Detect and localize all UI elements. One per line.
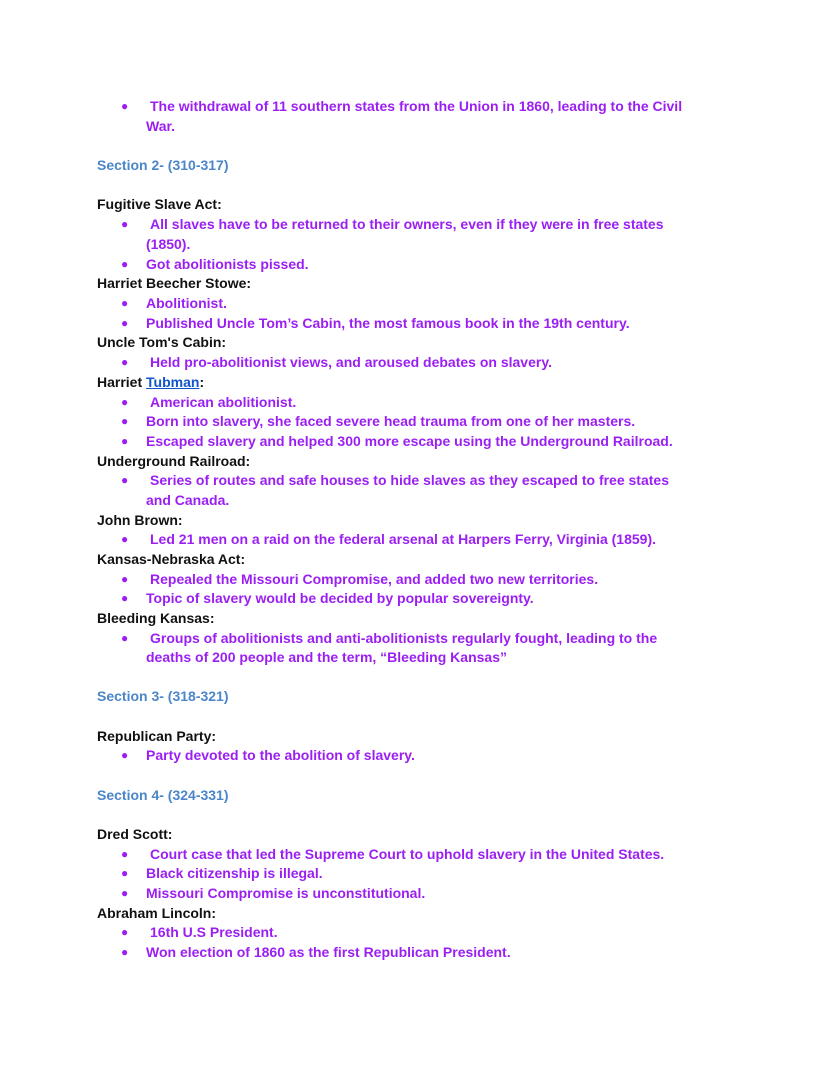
list-item: [0, 392, 828, 412]
term-heading: [0, 726, 828, 746]
term-heading: [0, 510, 828, 530]
term-heading: [0, 549, 828, 569]
bullet-icon: ●: [121, 945, 129, 959]
bullet-icon: ●: [121, 296, 129, 310]
term-heading: [0, 451, 828, 471]
term-heading: [0, 608, 828, 628]
list-item: [0, 352, 828, 372]
list-item: [0, 922, 828, 942]
bullet-icon: ●: [121, 748, 129, 762]
bullet-text: deaths of 200 people and the term, “Bleeding Kansas”: [146, 649, 507, 665]
term-label: Underground Railroad:: [97, 453, 251, 469]
bullet-text: Repealed the Missouri Compromise, and added two new territories.: [150, 571, 599, 587]
section-heading: [0, 155, 828, 175]
list-item: [0, 942, 828, 962]
list-item: [0, 293, 828, 313]
bullet-text: Missouri Compromise is unconstitutional.: [146, 885, 426, 901]
bullet-icon: ●: [121, 414, 129, 428]
bullet-text: Got abolitionists pissed.: [146, 256, 309, 272]
term-label: Fugitive Slave Act:: [97, 196, 222, 212]
bullet-icon: ●: [121, 217, 129, 231]
list-item: [0, 628, 828, 648]
list-item: [0, 863, 828, 883]
bullet-text: Party devoted to the abolition of slavery.: [146, 747, 415, 763]
list-item: [0, 313, 828, 333]
term-label: Republican Party:: [97, 728, 217, 744]
bullet-text: Groups of abolitionists and anti-abolitionists regularly fought, leading to the: [150, 630, 658, 646]
list-item: [0, 569, 828, 589]
list-item-continuation: [0, 490, 828, 510]
list-item: [0, 431, 828, 451]
bullet-text: The withdrawal of 11 southern states from the Union in 1860, leading to the Civil: [150, 98, 683, 114]
tubman-link[interactable]: Tubman: [146, 374, 200, 390]
bullet-text: All slaves have to be returned to their owners, even if they were in free states: [150, 216, 664, 232]
bullet-text: Series of routes and safe houses to hide slaves as they escaped to free states: [150, 472, 669, 488]
bullet-icon: ●: [121, 847, 129, 861]
term-heading: [0, 273, 828, 293]
list-item: [0, 588, 828, 608]
term-label: Harriet Tubman:: [97, 374, 205, 390]
bullet-text: 16th U.S President.: [150, 924, 278, 940]
bullet-text: (1850).: [146, 236, 191, 252]
list-item: [0, 844, 828, 864]
bullet-icon: ●: [121, 532, 129, 546]
bullet-icon: ●: [121, 99, 129, 113]
list-item-continuation: [0, 116, 828, 136]
list-item: [0, 883, 828, 903]
bullet-text: Topic of slavery would be decided by popular sovereignty.: [146, 590, 534, 606]
term-label: Uncle Tom's Cabin:: [97, 334, 227, 350]
term-label: John Brown:: [97, 512, 183, 528]
term-heading: [0, 824, 828, 844]
bullet-icon: ●: [121, 591, 129, 605]
bullet-text: Won election of 1860 as the first Republican President.: [146, 944, 511, 960]
bullet-icon: ●: [121, 395, 129, 409]
term-heading: [0, 194, 828, 214]
bullet-icon: ●: [121, 631, 129, 645]
section-heading: [0, 785, 828, 805]
bullet-icon: ●: [121, 355, 129, 369]
term-heading: [0, 332, 828, 352]
bullet-icon: ●: [121, 886, 129, 900]
bullet-text: Held pro-abolitionist views, and aroused debates on slavery.: [150, 354, 552, 370]
term-label: Abraham Lincoln:: [97, 905, 217, 921]
bullet-text: War.: [146, 118, 176, 134]
list-item: [0, 214, 828, 234]
list-item-continuation: [0, 647, 828, 667]
list-item: [0, 470, 828, 490]
bullet-text: and Canada.: [146, 492, 230, 508]
list-item: [0, 411, 828, 431]
section-title: Section 4- (324-331): [97, 787, 229, 803]
bullet-text: Led 21 men on a raid on the federal arsenal at Harpers Ferry, Virginia (1859).: [150, 531, 657, 547]
bullet-icon: ●: [121, 925, 129, 939]
list-item: [0, 529, 828, 549]
term-heading: [0, 903, 828, 923]
term-label: Harriet Beecher Stowe:: [97, 275, 252, 291]
section-title: Section 3- (318-321): [97, 688, 229, 704]
bullet-text: American abolitionist.: [150, 394, 297, 410]
list-item-continuation: [0, 234, 828, 254]
bullet-text: Court case that led the Supreme Court to uphold slavery in the United States.: [150, 846, 665, 862]
list-item: [0, 96, 828, 116]
bullet-icon: ●: [121, 434, 129, 448]
bullet-icon: ●: [121, 316, 129, 330]
bullet-icon: ●: [121, 572, 129, 586]
term-label: Dred Scott:: [97, 826, 173, 842]
bullet-text: Born into slavery, she faced severe head trauma from one of her masters.: [146, 413, 636, 429]
section-title: Section 2- (310-317): [97, 157, 229, 173]
bullet-text: Escaped slavery and helped 300 more escape using the Underground Railroad.: [146, 433, 673, 449]
section-heading: [0, 686, 828, 706]
bullet-icon: ●: [121, 257, 129, 271]
list-item: [0, 254, 828, 274]
bullet-icon: ●: [121, 473, 129, 487]
bullet-text: Published Uncle Tom’s Cabin, the most famous book in the 19th century.: [146, 315, 630, 331]
bullet-icon: ●: [121, 866, 129, 880]
term-label: Bleeding Kansas:: [97, 610, 215, 626]
term-label: Kansas-Nebraska Act:: [97, 551, 246, 567]
bullet-text: Black citizenship is illegal.: [146, 865, 323, 881]
term-heading: [0, 372, 828, 392]
bullet-text: Abolitionist.: [146, 295, 227, 311]
list-item: [0, 745, 828, 765]
